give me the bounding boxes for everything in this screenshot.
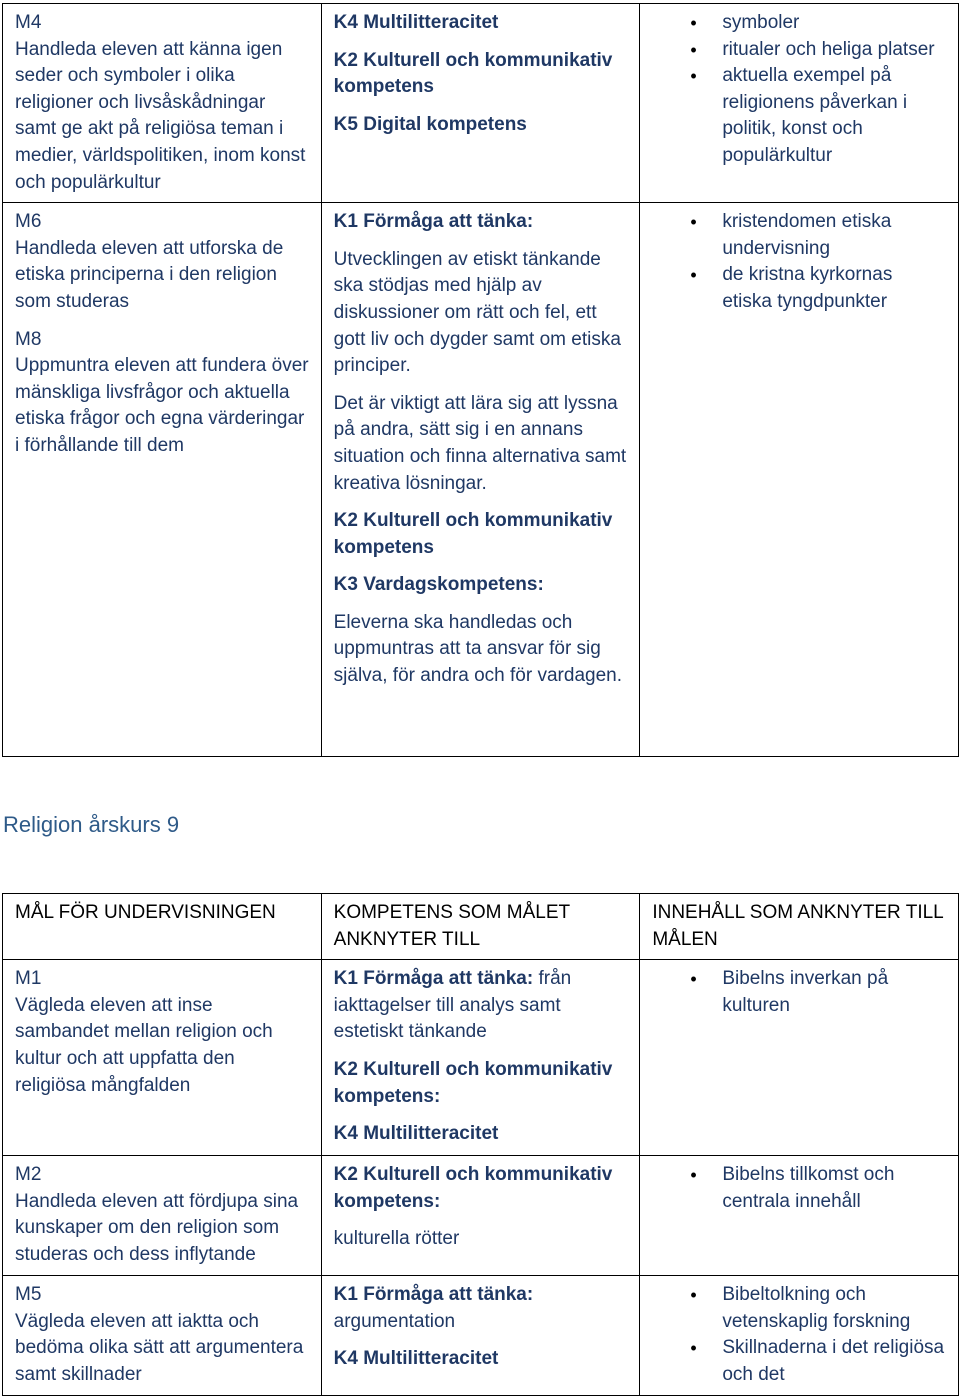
competence-label: K4 Multilitteracitet xyxy=(333,1123,499,1145)
competence-cell xyxy=(321,1276,640,1395)
column-header-competence: KOMPETENS SOM MÅLET ANKNYTER TILL xyxy=(321,894,640,960)
competence-label: K1 Förmåga att tänka: xyxy=(333,1284,534,1306)
competence-cell xyxy=(321,960,640,1156)
competence-label: K2 Kulturell och kommunikativ kompetens: xyxy=(333,1164,613,1212)
content-cell xyxy=(640,960,959,1156)
competence-text xyxy=(334,966,628,1046)
content-list xyxy=(652,1282,946,1388)
competence-label: K2 Kulturell och kommunikativ kompetens xyxy=(333,510,613,558)
list-item: • symboler xyxy=(652,10,946,37)
competence-label: K4 Multilitteracitet xyxy=(333,12,499,33)
competence-label: K1 Förmåga att tänka: xyxy=(333,211,534,233)
section-heading: Religion årskurs 9 xyxy=(3,812,180,837)
competence-description: Utvecklingen av etiskt tänkande ska stödjas med hjälp av diskussioner om rätt och fel, ett gott liv och dygder samt om etiska principer. xyxy=(333,248,621,377)
goal-cell xyxy=(3,4,322,203)
table-row xyxy=(3,960,959,1156)
goal-cell xyxy=(3,203,322,757)
table-row xyxy=(3,1156,959,1276)
goal-text: M4 Handleda eleven att känna igen seder och symboler i olika religioner och livsåskådningar samt ge akt på religiösa teman i medier, världspolitiken, inom konst och populärkultur xyxy=(15,12,306,193)
content-cell xyxy=(640,4,959,203)
content-cell xyxy=(640,1156,959,1276)
table-row xyxy=(3,1276,959,1395)
list-item: • Bibelns inverkan på kulturen xyxy=(652,966,946,1019)
list-item: • Bibelns tillkomst och centrala innehåll xyxy=(652,1162,946,1215)
table-header-row xyxy=(3,894,959,960)
column-header-content: INNEHÅLL SOM ANKNYTER TILL MÅLEN xyxy=(640,894,959,960)
competence-description: Det är viktigt att lära sig att lyssna på andra, sätt sig i en annans situation och finna alternativa samt kreativa lösningar. xyxy=(333,392,627,494)
goal-text: M1 Vägleda eleven att inse sambandet mellan religion och kultur och att uppfatta den religiösa mångfalden xyxy=(15,968,273,1096)
goal-cell xyxy=(3,1156,322,1276)
content-list xyxy=(652,1162,946,1215)
competence-description: Eleverna ska handledas och uppmuntras att ta ansvar för sig själva, för andra och för vardagen. xyxy=(333,611,622,687)
content-list xyxy=(652,10,946,170)
content-list xyxy=(652,966,946,1019)
competence-label: K2 Kulturell och kommunikativ kompetens: xyxy=(333,1058,613,1107)
goal-text: M5 Vägleda eleven att iaktta och bedöma olika sätt att argumentera samt skillnader xyxy=(15,1284,304,1385)
goals-table-continued xyxy=(2,3,959,757)
competence-description: från iakttagelser till analys samt estetiskt tänkande xyxy=(333,968,572,1043)
competence-description: kulturella rötter xyxy=(333,1228,460,1250)
list-item: • de kristna kyrkornas etiska tyngdpunkter xyxy=(652,262,946,315)
list-item: • Bibeltolkning och vetenskaplig forskning xyxy=(652,1282,946,1335)
content-cell xyxy=(640,1276,959,1395)
competence-label: K4 Multilitteracitet xyxy=(333,1348,499,1370)
goal-cell xyxy=(3,1276,322,1395)
competence-cell xyxy=(321,1156,640,1276)
list-item: • ritualer och heliga platser xyxy=(652,37,946,64)
competence-cell xyxy=(321,4,640,203)
goal-cell xyxy=(3,960,322,1156)
content-cell xyxy=(640,203,959,757)
list-item: • aktuella exempel på religionens påverkan i politik, konst och populärkultur xyxy=(652,63,946,169)
competence-label: K5 Digital kompetens xyxy=(333,113,527,135)
list-item: • Skillnaderna i det religiösa och det xyxy=(652,1335,946,1388)
goal-text: M6 Handleda eleven att utforska de etiska principerna i den religion som studeras xyxy=(15,211,284,312)
goal-text: M2 Handleda eleven att fördjupa sina kunskaper om den religion som studeras och dess inflytande xyxy=(15,1164,299,1265)
goals-table-grade-9 xyxy=(2,893,959,1396)
content-list xyxy=(652,209,946,315)
competence-label: K2 Kulturell och kommunikativ kompetens xyxy=(333,49,613,98)
table-row xyxy=(3,203,959,757)
column-header-goals: MÅL FÖR UNDERVISNINGEN xyxy=(3,894,322,960)
competence-label: K3 Vardagskompetens: xyxy=(333,574,544,596)
list-item: • kristendomen etiska undervisning xyxy=(652,209,946,262)
competence-label: K1 Förmåga att tänka: xyxy=(333,968,534,990)
competence-description: argumentation xyxy=(333,1310,456,1332)
competence-cell xyxy=(321,203,640,757)
table-row xyxy=(3,4,959,203)
goal-text: M8 Uppmuntra eleven att fundera över mänskliga livsfrågor och aktuella etiska frågor och egna värderingar i förhållande till dem xyxy=(15,328,309,456)
